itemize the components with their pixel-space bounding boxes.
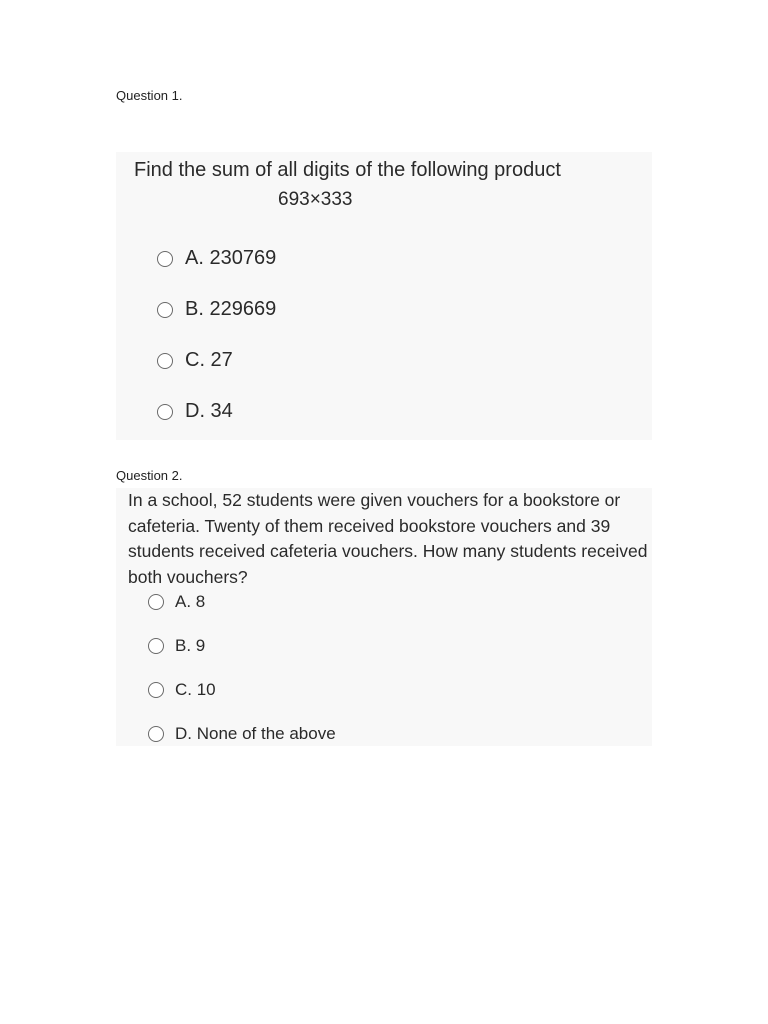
question-2-option-a[interactable]	[148, 592, 205, 612]
question-2-option-d[interactable]	[148, 724, 336, 744]
radio-button-icon[interactable]	[157, 251, 173, 267]
question-1-option-c[interactable]	[157, 349, 233, 372]
radio-button-icon[interactable]	[157, 404, 173, 420]
radio-button-icon[interactable]	[157, 353, 173, 369]
question-1-option-a[interactable]	[157, 247, 276, 270]
question-1-option-b[interactable]	[157, 298, 276, 321]
question-1-expression: 693×333	[278, 189, 353, 210]
option-label: B. 229669	[185, 298, 277, 320]
question-1-card	[116, 152, 652, 440]
radio-button-icon[interactable]	[148, 682, 164, 698]
question-1-label: Question 1.	[116, 88, 183, 103]
question-1-option-d[interactable]	[157, 400, 233, 423]
radio-button-icon[interactable]	[148, 726, 164, 742]
option-label: C. 27	[185, 349, 233, 371]
question-1-prompt: Find the sum of all digits of the following product	[134, 159, 561, 181]
option-label: A. 8	[175, 592, 206, 611]
question-2-label: Question 2.	[116, 468, 183, 483]
radio-button-icon[interactable]	[148, 594, 164, 610]
radio-button-icon[interactable]	[148, 638, 164, 654]
option-label: D. 34	[185, 400, 233, 422]
question-2-prompt: In a school, 52 students were given vouchers for a bookstore or cafeteria. Twenty of them received bookstore vouchers and 39 students received cafeteria vouchers. How many students received both vouchers?	[128, 490, 648, 587]
option-label: C. 10	[175, 680, 216, 699]
question-2-option-b[interactable]	[148, 636, 205, 656]
radio-button-icon[interactable]	[157, 302, 173, 318]
option-label: D. None of the above	[175, 724, 336, 743]
option-label: A. 230769	[185, 247, 277, 269]
question-2-option-c[interactable]	[148, 680, 216, 700]
option-label: B. 9	[175, 636, 206, 655]
